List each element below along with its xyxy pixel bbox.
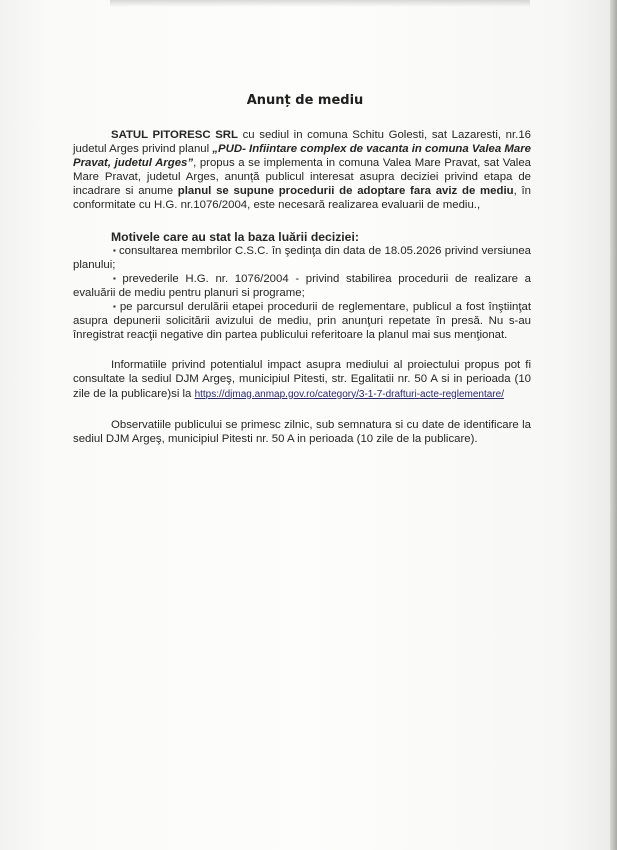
bullet-icon: ▪ xyxy=(113,245,116,255)
reason-item xyxy=(73,272,531,300)
bullet-icon: ▪ xyxy=(113,273,120,283)
plan-title: „PUD- Infiintare complex de vacanta in comuna Valea Mare Pravat, judetul Arges” xyxy=(73,143,531,170)
document-body xyxy=(73,128,531,446)
company-name: SATUL PITORESC SRL xyxy=(111,129,238,141)
bullet-icon: ▪ xyxy=(113,302,117,312)
reason-text: consultarea membrilor C.S.C. în şedinţa din data de 18.05.2026 privind versiunea planului; xyxy=(73,244,531,271)
reasons-heading: Motivele care au stat la baza luării deciziei: xyxy=(111,229,359,244)
info-text: Informatiile privind potentialul impact asupra mediului al proiectului propus pot fi consultate la sediul DJM Argeş, municipiul Pitesti, str. Egalitatii nr. 50 A si in perioada (10 zile de la publicare)si la xyxy=(73,359,531,400)
intro-text-3: , în conformitate cu H.G. nr.1076/2004, este necesară realizarea evaluarii de mediu., xyxy=(73,185,531,212)
info-paragraph xyxy=(73,358,531,401)
reason-item xyxy=(73,244,531,272)
intro-text-1: cu sediul in comuna Schitu Golesti, sat Lazaresti, nr.16 judetul Arges privind planul xyxy=(73,129,532,156)
page-edge-shadow xyxy=(610,0,617,850)
observations-paragraph: Observatiile publicului se primesc zilnic, sub semnatura si cu date de identificare la sediul DJM Argeş, municipiul Pitesti nr. 50 A in perioada (10 zile de la publicare). xyxy=(73,418,531,445)
consultation-link[interactable]: https://djmag.anmap.gov.ro/category/3-1-7-drafturi-acte-reglementare/ xyxy=(194,388,504,400)
reason-item xyxy=(73,300,531,342)
document-title: Anunț de mediu xyxy=(246,93,364,108)
reason-text: prevederile H.G. nr. 1076/2004 - privind stabilirea procedurii de realizare a evaluării de mediu pentru planuri si programe; xyxy=(73,272,532,299)
reason-text: pe parcursul derulării etapei procedurii de reglementare, publicul a fost înştiinţat asupra depunerii solicitării avizului de mediu, prin anunţuri repetate în presă. Nu s-au înregistrat reacţii negative din partea publicului referitoare la planul mai sus menţionat. xyxy=(73,301,531,342)
intro-text-2: , propus a se implementa in comuna Valea Mare Pravat, sat Valea Mare Pravat, judetul Arges, anunță publicul interesat asupra deciziei privind etapa de incadrare si anume xyxy=(73,157,531,198)
intro-paragraph xyxy=(73,128,531,213)
scan-smudge xyxy=(110,0,530,7)
decision-text: planul se supune procedurii de adoptare fara aviz de mediu xyxy=(177,185,514,198)
